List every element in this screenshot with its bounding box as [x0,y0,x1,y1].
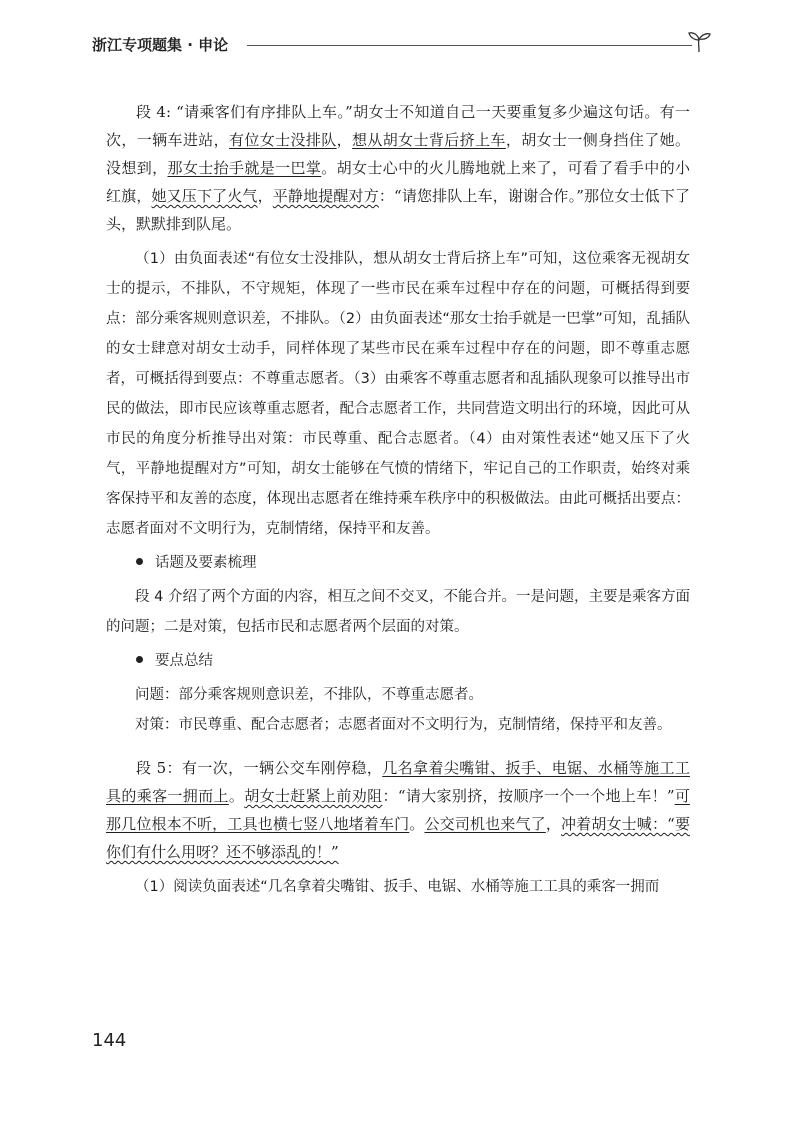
header-rule [247,45,692,46]
para4-text: ：“请您排队上车，谢谢合作。”那位女士低下了头，默默排到队尾。 [106,187,690,233]
wavy-underlined-phrase: 冲着胡女士喊：“要你们有什么用呀？还不够添乱的！” [106,815,690,861]
para4-text: 。胡女士心中的火儿腾地就上来了，可看了看手中的小红旗， [106,159,690,205]
summary-problem: 问题：部分乘客规则意识差，不排队，不尊重志愿者。 [135,687,483,703]
section-heading-topic [136,548,690,578]
page-content [106,98,690,902]
wavy-underlined-phrase: 平静地提醒对方 [272,187,379,205]
summary-solution: 对策：市民尊重、配合志愿者；志愿者面对不文明行为，克制情绪，保持平和友善。 [135,717,672,733]
underlined-phrase: 那女士抬手就是一巴掌 [167,159,322,177]
wavy-underlined-phrase: 胡女士赶紧上前劝阻 [244,787,383,805]
para5-text: 段 5：有一次，一辆公交车刚停稳， [136,759,383,777]
wavy-underlined-phrase: 她又压下了火气 [151,187,258,205]
underlined-phrase: 可那几位根本不听，工具也横七竖八地堵着车门 [106,787,690,833]
para5-text: ， [545,815,561,833]
analysis-paragraph-4: （1）由负面表述“有位女士没排队，想从胡女士背后挤上车”可知，这位乘客无视胡女士的提示，不排队，不守规矩，体现了一些市民在乘车过程中存在的问题，可概括得到要点：部分乘客规则意识差，不排队。（2）由负面表述“那女士抬手就是一巴掌”可知，乱插队的女士肆意对胡女士动手，同样体现了某些市民在乘车过程中存在的问题，即不尊重志愿者，可概括得到要点：不尊重志愿者。（3）由乘客不尊重志愿者和乱插队现象可以推导出市民的做法，即市民应该尊重志愿者，配合志愿者工作，共同营造文明出行的环境，因此可从市民的角度分析推导出对策：市民尊重、配合志愿者。（4）由对策性表述“她又压下了火气，平静地提醒对方”可知，胡女士能够在气愤的情绪下，牢记自己的工作职责，始终对乘客保持平和友善的态度，体现出志愿者在维持乘车秩序中的积极做法。由此可概括出要点：志愿者面对不文明行为，克制情绪，保持平和友善。 [106,251,690,537]
summary-heading: 要点总结 [155,653,213,669]
underlined-phrase: 有位女士没排队 [229,131,337,149]
topic-heading: 话题及要素梳理 [155,555,257,571]
section-heading-summary [136,646,690,676]
paragraph-5 [106,754,690,866]
para5-text: ：“请大家别挤，按顺序一个一个地上车！” [382,787,675,805]
para4-text: ， [336,131,353,149]
page-number: 144 [92,1030,127,1051]
analysis-paragraph-5-start: （1）阅读负面表述“几名拿着尖嘴钳、扳手、电锯、水桶等施工工具的乘客一拥而 [135,879,660,895]
sprout-icon [686,30,712,54]
topic-text: 段 4 介绍了两个方面的内容，相互之间不交叉，不能合并。一是问题，主要是乘客方面的问题；二是对策，包括市民和志愿者两个层面的对策。 [106,589,690,635]
underlined-phrase: 公交司机也来气了 [424,815,546,833]
para4-text: ，胡女士一侧身挡住了她。没想到， [106,131,690,177]
paragraph-4 [106,98,690,238]
header-title: 浙江专项题集 · 申论 [92,36,229,54]
underlined-phrase: 几名拿着尖嘴钳、扳手、电锯、水桶等施工工具的乘客一拥而上 [106,759,690,805]
page-header [92,30,712,60]
para4-text: ， [257,187,273,205]
bullet-icon [136,558,143,565]
para4-text: 段 4: “请乘客们有序排队上车。”胡女士不知道自己一天要重复多少遍这句话。有一次，一辆车进站， [106,103,690,149]
underlined-phrase: 想从胡女士背后挤上车 [352,131,506,149]
bullet-icon [136,656,143,663]
para5-text: 。 [228,787,245,805]
para5-text: 。 [409,815,425,833]
